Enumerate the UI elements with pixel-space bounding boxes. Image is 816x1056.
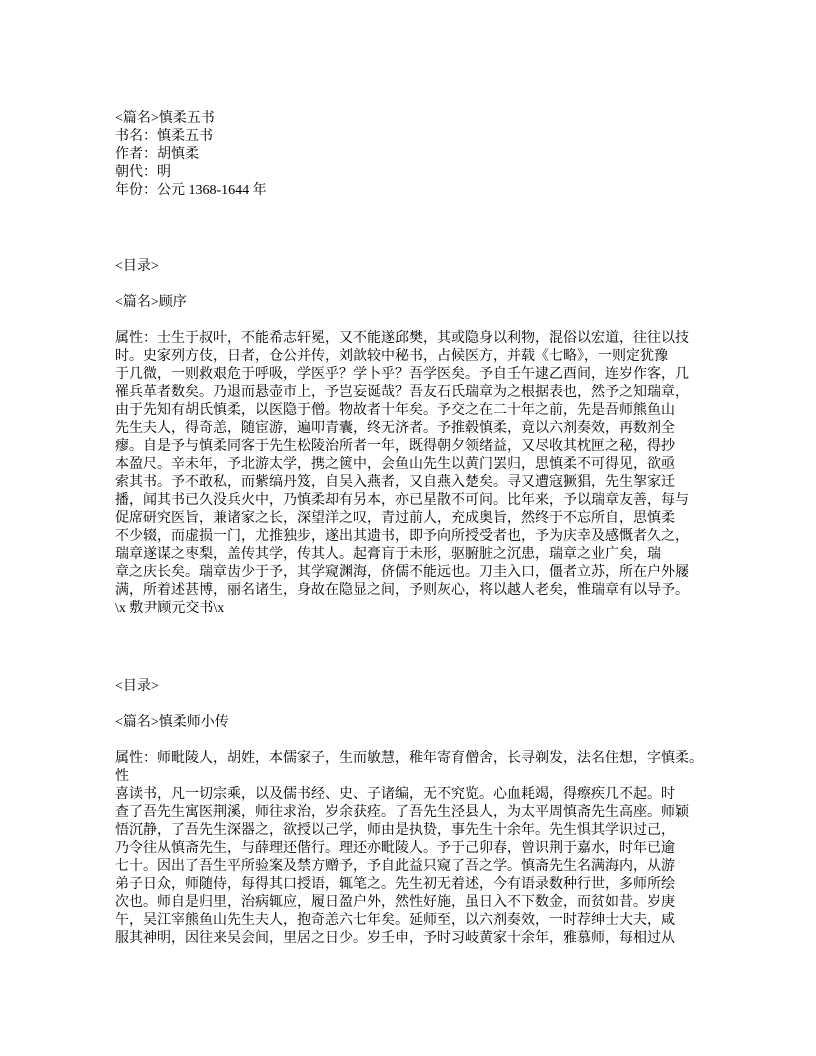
text-line: 促席研究医旨，兼诸家之长，深望洋之叹，青过前人，充成奥旨，然终于不忘所自，思慎柔: [115, 511, 675, 526]
text-line: 作者：胡慎柔: [115, 147, 199, 162]
text-line: 午，吴江宰熊鱼山先生夫人，抱奇恙六七年矣。延师至，以六剂奏效，一时荐绅士大夫，咸: [115, 913, 675, 928]
text-line: 于几微，一则救艰危于呼吸，学医乎？学卜乎？吾学医矣。予自壬午逮乙酉间，连岁作客，几: [115, 367, 689, 382]
biography-body: [115, 750, 756, 948]
text-line: 属性：士生于叔叶，不能希志轩冕，又不能遂邱樊，其或隐身以利物，混俗以宏道，往往以技: [115, 331, 689, 346]
text-line: 悟沉静，了吾先生深器之，欲授以己学，师由是执贽，事先生十余年。先生惧其学识过己，: [115, 823, 675, 838]
text-line: 查了吾先生寓医荆溪，师往求治，岁余获痊。了吾先生泾县人，为太平周慎斋先生高座。师颖: [115, 805, 689, 820]
preface-section-heading: [115, 294, 756, 312]
text-line: 朝代：明: [115, 165, 171, 180]
text-line: 不少辍，而虚损一门，尤推独步，遂出其遗书，即予向所授受者也，予为庆幸及感慨者久之，: [115, 529, 689, 544]
text-line: 七十。因出了吾生平所验案及禁方赠予，予自此益只窥了吾之学。慎斋先生名满海内，从游: [115, 859, 675, 874]
text-line: <篇名>慎柔五书: [115, 111, 215, 126]
text-line: 时。史家列方伎，日者，仓公并传，刘歆较中秘书，占候医方，并载《七略》，一则定犹豫: [115, 349, 668, 364]
text-line: <篇名>慎柔师小传: [115, 715, 229, 730]
text-line: 次也。师自是归里，治病辄应，履日盈户外，然性好施，虽日入不下数金，而贫如昔。岁庚: [115, 895, 675, 910]
text-line: 瘳。自是予与慎柔同客于先生松陵治所者一年，既得朝夕领绪益，又尽收其枕匣之秘，得抄: [115, 439, 675, 454]
text-line: <篇名>顾序: [115, 295, 187, 310]
text-line: 年份：公元 1368-1644 年: [115, 183, 267, 198]
text-line: 乃令往从慎斋先生，与薛理还偕行。理还亦毗陵人。予于己卯春，曾识荆于嘉水，时年已逾: [115, 841, 675, 856]
toc-marker-2: [115, 678, 756, 696]
text-line: 弟子日众，师随侍，每得其口授语，辄笔之。先生初无着述，今有语录数种行世，多师所绘: [115, 877, 675, 892]
text-line: <目录>: [115, 679, 159, 694]
text-line: 满，所着述甚博，丽名诸生，身故在隐显之间，予则灰心，将以越人老矣，惟瑞章有以导予。: [115, 583, 689, 598]
text-line: 服其神明，因往来吴会间，里居之日少。岁壬申，予时习岐黄家十余年，雅慕师，每相过从: [115, 931, 675, 946]
text-line: 先生夫人，得奇恙，随宦游，遍叩青囊，终无济者。予推毂慎柔，竟以六剂奏效，再数剂全: [115, 421, 675, 436]
text-line: 章之庆长矣。瑞章齿少于予，其学窥渊海，侪儒不能远也。刀圭入口，僵者立苏，所在户外屦: [115, 565, 689, 580]
text-line: \x 敷尹顾元交书\x: [115, 601, 225, 616]
biography-section-heading: [115, 714, 756, 732]
text-line: 性: [115, 769, 129, 784]
text-line: 喜读书，凡一切宗乘，以及儒书经、史、子诸编，无不究览。心血耗竭，得瘵疾几不起。时: [115, 787, 675, 802]
text-line: 由于先知有胡氏慎柔，以医隐于僧。物故者十年矣。予交之在二十年之前，先是吾师熊鱼山: [115, 403, 675, 418]
text-line: 书名：慎柔五书: [115, 129, 213, 144]
text-line: 本盈尺。辛未年，予北游太学，携之篋中，会鱼山先生以黄门罢归，思慎柔不可得见，欲亟: [115, 457, 675, 472]
metadata-block: [115, 110, 756, 200]
text-line: 属性：师毗陵人，胡姓，本儒家子，生而敏慧，稚年寄育僧舍，长寻剃发，法名住想，字慎柔。: [115, 751, 703, 766]
text-line: 播，闻其书已久没兵火中，乃慎柔却有另本，亦已星散不可问。比年来，予以瑞章友善，每与: [115, 493, 689, 508]
preface-body: [115, 330, 756, 618]
text-line: 瑞章遂谋之枣梨，盖传其学，传其人。起膏肓于未形，驱腑脏之沉患，瑞章之业广矣，瑞: [115, 547, 661, 562]
text-line: <目录>: [115, 259, 159, 274]
text-line: 罹兵革者数矣。乃退而悬壶市上，予岂妄诞哉？吾友石氏瑞章为之根据表也，然予之知瑞章，: [115, 385, 689, 400]
text-line: 索其书。予不敢私，而紫缟丹笈，自吴入燕者，又自燕入楚矣。寻又遭寇獗猖，先生挐家迁: [115, 475, 675, 490]
toc-marker-1: [115, 258, 756, 276]
